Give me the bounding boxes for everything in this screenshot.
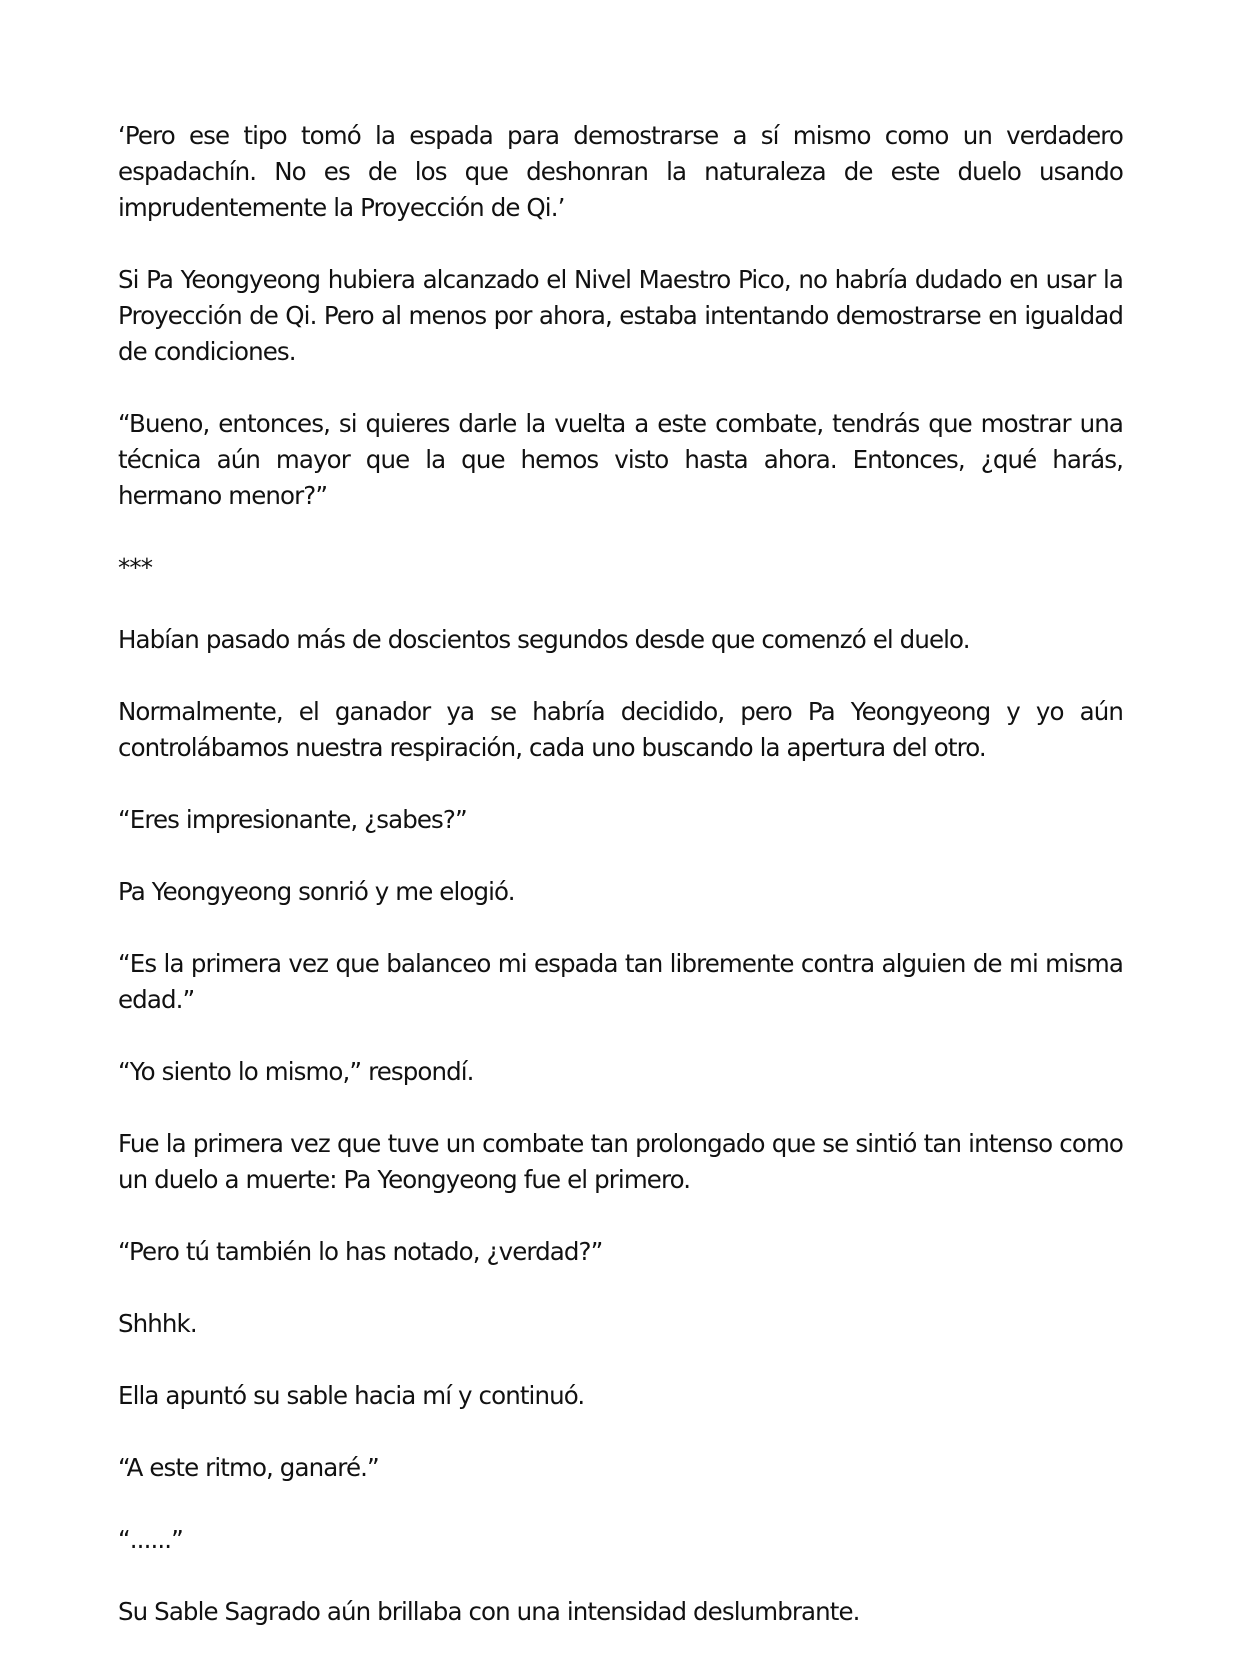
paragraph: “A este ritmo, ganaré.” [118, 1453, 379, 1482]
scene-break: *** [118, 553, 153, 582]
paragraph: Habían pasado más de doscientos segundos desde que comenzó el duelo. [118, 625, 970, 654]
paragraph: “Es la primera vez que balanceo mi espada tan libremente contra alguien de mi misma edad.” [118, 949, 1123, 1014]
paragraph: Su Sable Sagrado aún brillaba con una intensidad deslumbrante. [118, 1597, 860, 1626]
paragraph: Si Pa Yeongyeong hubiera alcanzado el Nivel Maestro Pico, no habría dudado en usar la Proyección de Qi. Pero al menos por ahora, estaba intentando demostrarse en igualdad de condiciones. [118, 265, 1123, 366]
body-text [118, 118, 1123, 1666]
paragraph: Shhhk. [118, 1309, 197, 1338]
paragraph: Ella apuntó su sable hacia mí y continuó. [118, 1381, 585, 1410]
paragraph: Normalmente, el ganador ya se habría decidido, pero Pa Yeongyeong y yo aún controlábamos nuestra respiración, cada uno buscando la apertura del otro. [118, 697, 1123, 762]
paragraph: “Pero tú también lo has notado, ¿verdad?” [118, 1237, 603, 1266]
paragraph: Fue la primera vez que tuve un combate tan prolongado que se sintió tan intenso como un duelo a muerte: Pa Yeongyeong fue el primero. [118, 1129, 1123, 1194]
paragraph: Pa Yeongyeong sonrió y me elogió. [118, 877, 515, 906]
paragraph: ‘Pero ese tipo tomó la espada para demostrarse a sí mismo como un verdadero espadachín. No es de los que deshonran la naturaleza de este duelo usando imprudentemente la Proyección de Qi.’ [118, 121, 1123, 222]
paragraph: “Yo siento lo mismo,” respondí. [118, 1057, 474, 1086]
paragraph: “......” [118, 1525, 183, 1554]
paragraph: “Bueno, entonces, si quieres darle la vuelta a este combate, tendrás que mostrar una técnica aún mayor que la que hemos visto hasta ahora. Entonces, ¿qué harás, hermano menor?” [118, 409, 1123, 510]
paragraph: “Eres impresionante, ¿sabes?” [118, 805, 467, 834]
